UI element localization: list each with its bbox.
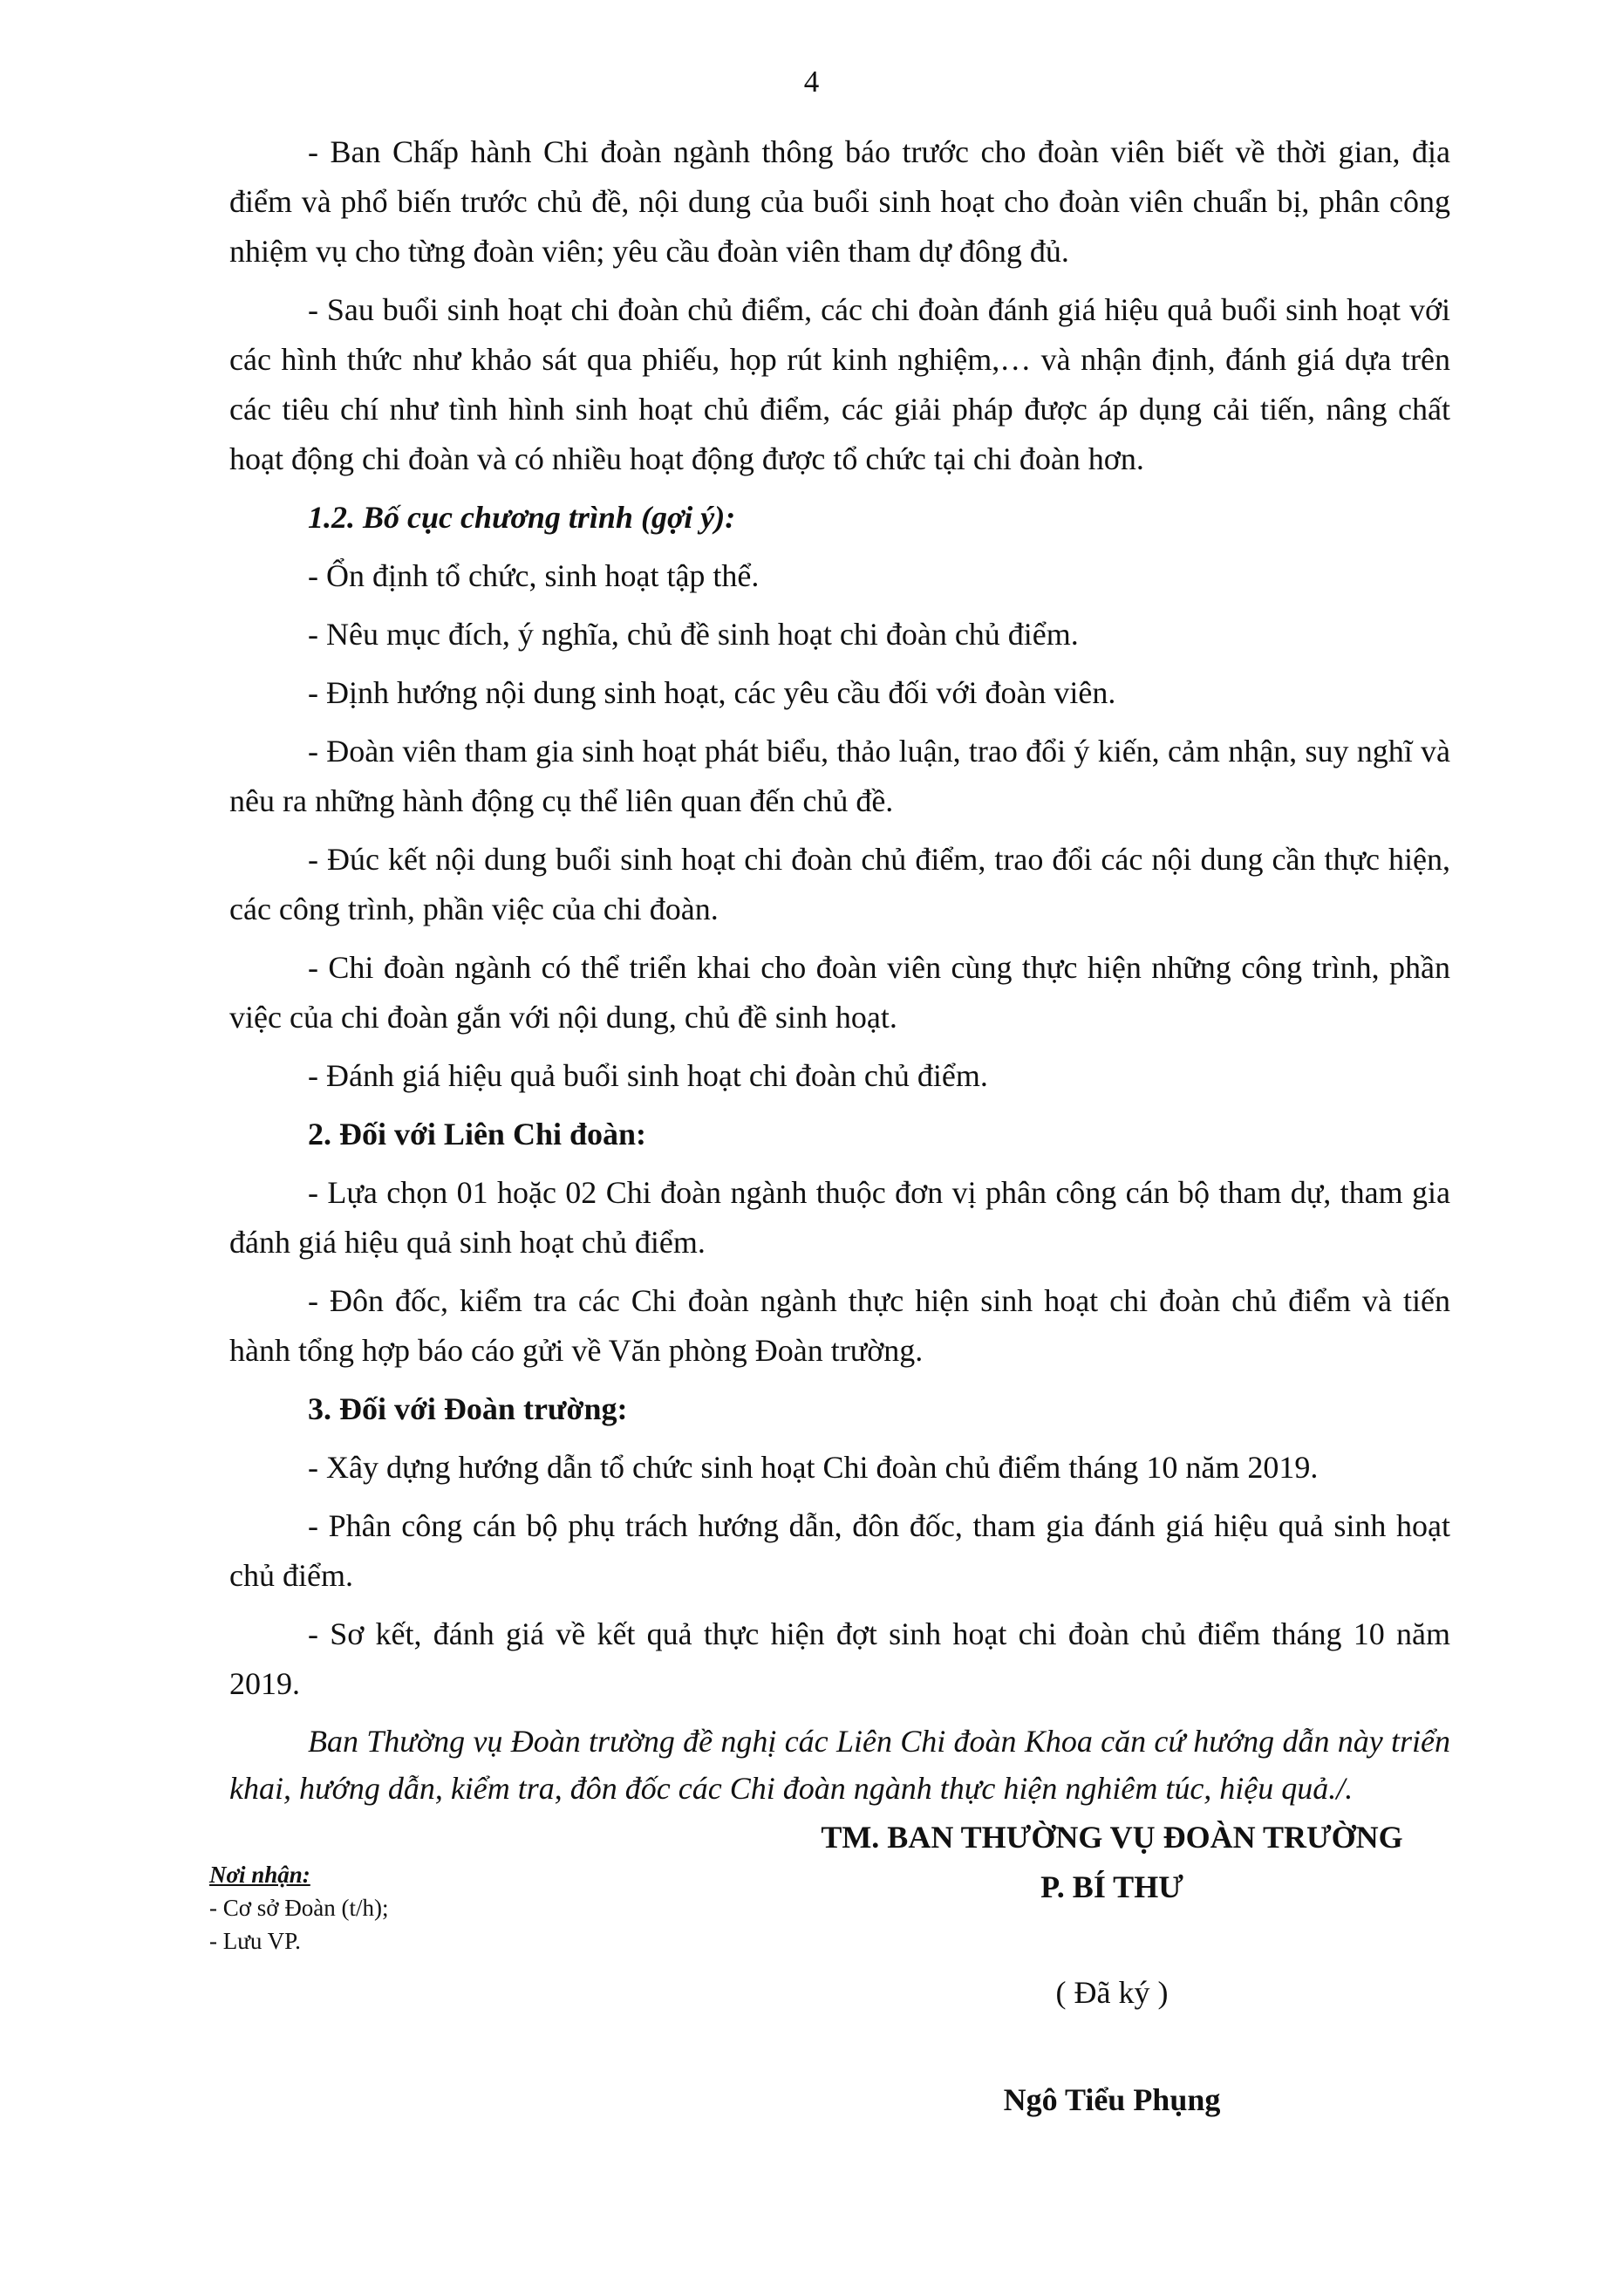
paragraph-notify-members: - Ban Chấp hành Chi đoàn ngành thông báo trước cho đoàn viên biết về thời gian, địa điểm và phổ biến trước chủ đề, nội dung của buổi sinh hoạt cho đoàn viên chuẩn bị, phân công nhiệm vụ cho từng đoàn viên; yêu cầu đoàn viên tham dự đông đủ.: [229, 134, 1450, 269]
signature-org-line: TM. BAN THƯỜNG VỤ ĐOÀN TRƯỜNG: [821, 1820, 1403, 1855]
list-item: - Lựa chọn 01 hoặc 02 Chi đoàn ngành thuộc đơn vị phân công cán bộ tham dự, tham gia đánh giá hiệu quả sinh hoạt chủ điểm.: [229, 1175, 1450, 1260]
signature-title-line: P. BÍ THƯ: [1040, 1869, 1183, 1904]
list-item: - Định hướng nội dung sinh hoạt, các yêu cầu đối với đoàn viên.: [308, 675, 1116, 710]
list-item: - Xây dựng hướng dẫn tổ chức sinh hoạt Chi đoàn chủ điểm tháng 10 năm 2019.: [308, 1450, 1319, 1485]
paragraph-evaluate-after: - Sau buổi sinh hoạt chi đoàn chủ điểm, các chi đoàn đánh giá hiệu quả buổi sinh hoạt với các hình thức như khảo sát qua phiếu, họp rút kinh nghiệm,… và nhận định, đánh giá dựa trên các tiêu chí như tình hình sinh hoạt chủ điểm, các giải pháp được áp dụng cải tiến, nâng chất hoạt động chi đoàn và có nhiều hoạt động được tổ chức tại chi đoàn hơn.: [229, 292, 1450, 476]
closing-paragraph: Ban Thường vụ Đoàn trường đề nghị các Liên Chi đoàn Khoa căn cứ hướng dẫn này triển khai, hướng dẫn, kiểm tra, đôn đốc các Chi đoàn ngành thực hiện nghiêm túc, hiệu quả./.: [229, 1724, 1450, 1806]
section-heading-3: 3. Đối với Đoàn trường:: [308, 1391, 628, 1426]
signature-block: [767, 1813, 1456, 2125]
list-item: - Phân công cán bộ phụ trách hướng dẫn, đôn đốc, tham gia đánh giá hiệu quả sinh hoạt chủ điểm.: [229, 1508, 1450, 1593]
recipient-item: - Lưu VP.: [209, 1928, 301, 1954]
list-item: - Đúc kết nội dung buổi sinh hoạt chi đoàn chủ điểm, trao đổi các nội dung cần thực hiện, các công trình, phần việc của chi đoàn.: [229, 842, 1450, 926]
list-item: - Đánh giá hiệu quả buổi sinh hoạt chi đoàn chủ điểm.: [308, 1058, 988, 1093]
page-number: 4: [803, 65, 820, 99]
section-heading-2: 2. Đối với Liên Chi đoàn:: [308, 1117, 647, 1151]
list-item: - Đoàn viên tham gia sinh hoạt phát biểu, thảo luận, trao đổi ý kiến, cảm nhận, suy nghĩ và nêu ra những hành động cụ thể liên quan đến chủ đề.: [229, 734, 1450, 818]
recipients-title: Nơi nhận:: [209, 1862, 310, 1888]
section-heading-1-2: 1.2. Bố cục chương trình (gợi ý):: [308, 500, 736, 535]
list-item: - Ổn định tổ chức, sinh hoạt tập thể.: [308, 558, 760, 593]
list-item: - Đôn đốc, kiểm tra các Chi đoàn ngành thực hiện sinh hoạt chi đoàn chủ điểm và tiến hành tổng hợp báo cáo gửi về Văn phòng Đoàn trường.: [229, 1283, 1450, 1368]
list-item: - Nêu mục đích, ý nghĩa, chủ đề sinh hoạt chi đoàn chủ điểm.: [308, 617, 1079, 652]
recipients-block: [209, 1858, 389, 1958]
recipient-item: - Cơ sở Đoàn (t/h);: [209, 1895, 389, 1921]
list-item: - Chi đoàn ngành có thể triển khai cho đoàn viên cùng thực hiện những công trình, phần việc của chi đoàn gắn với nội dung, chủ đề sinh hoạt.: [229, 950, 1450, 1035]
document-body: [229, 127, 1450, 1821]
signer-name: Ngô Tiểu Phụng: [1003, 2082, 1221, 2117]
signed-note: ( Đã ký ): [1055, 1975, 1169, 2010]
list-item: - Sơ kết, đánh giá về kết quả thực hiện đợt sinh hoạt chi đoàn chủ điểm tháng 10 năm 2019.: [229, 1616, 1450, 1701]
